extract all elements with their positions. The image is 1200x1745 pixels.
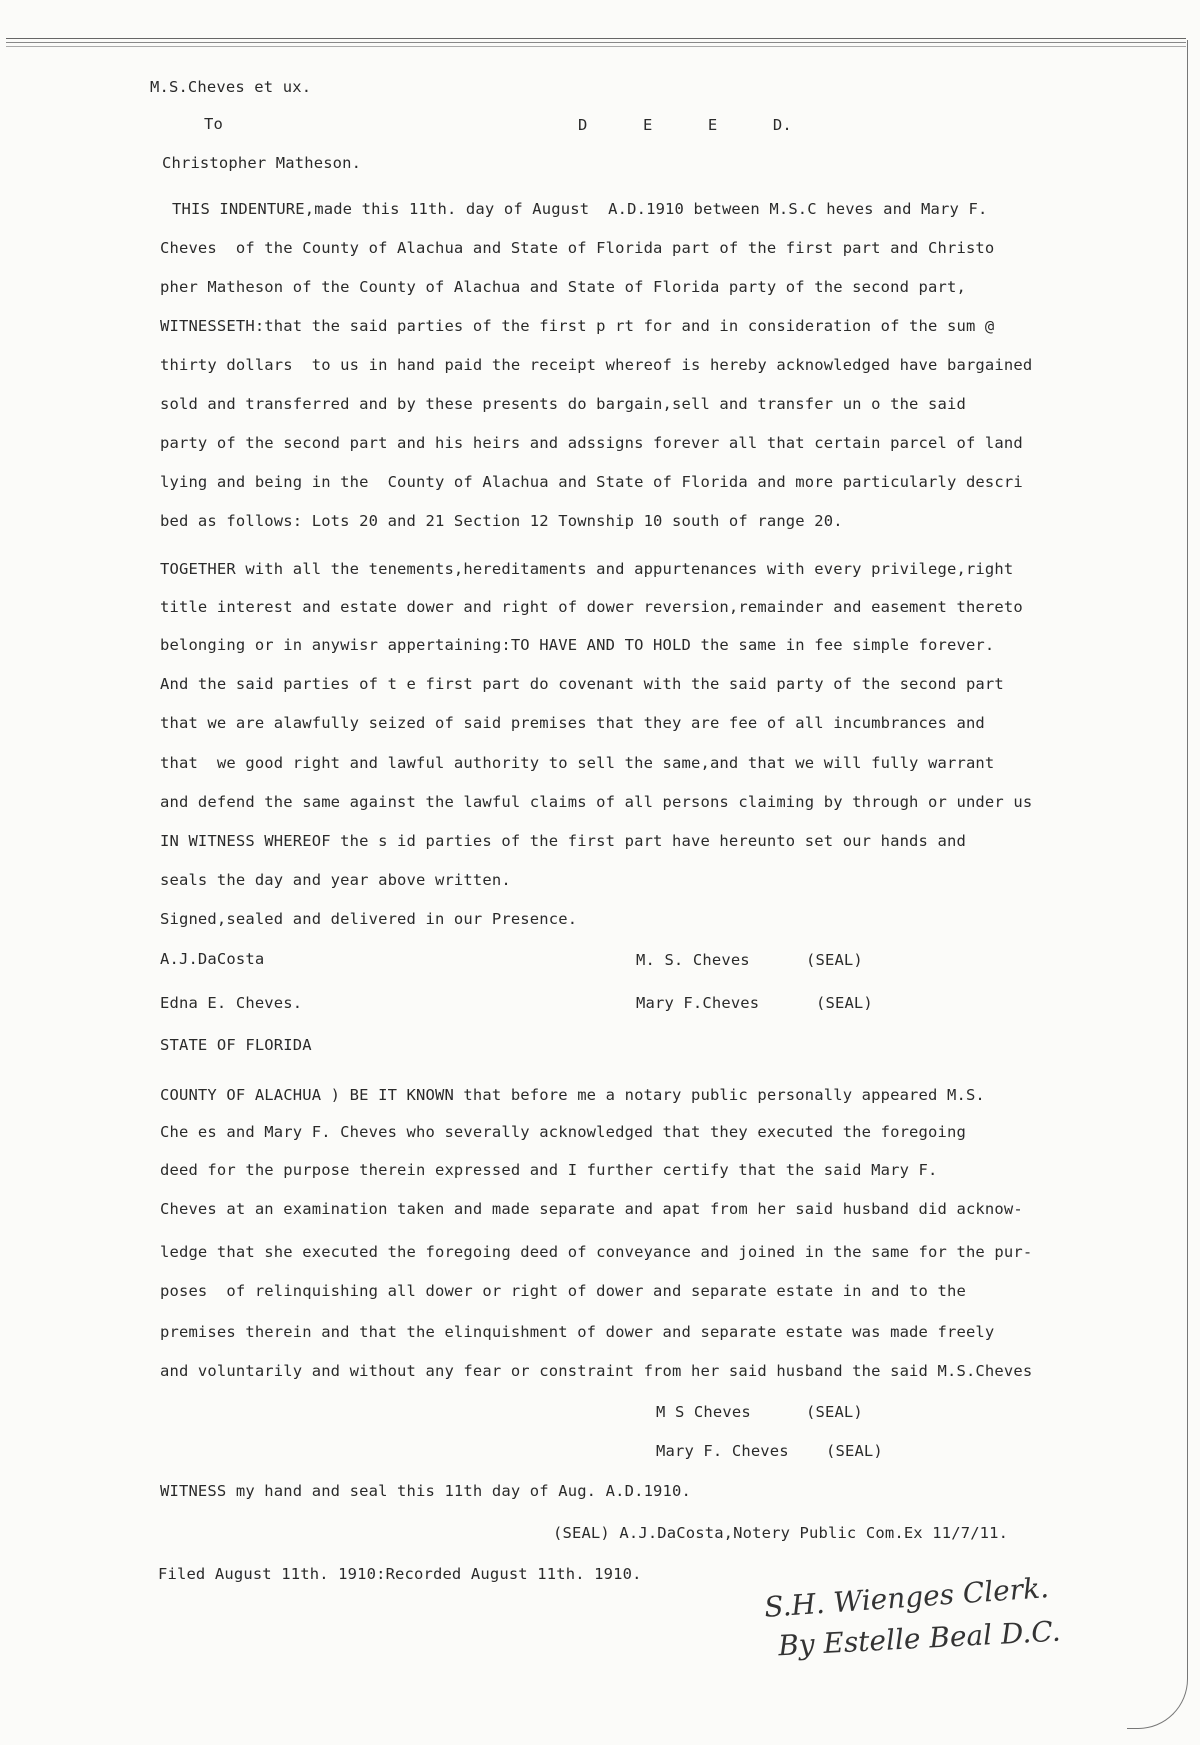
- body-line: thirty dollars to us in hand paid the receipt whereof is hereby acknowledged have bargained: [160, 356, 1033, 374]
- notary-line: (SEAL) A.J.DaCosta,Notery Public Com.Ex 11/7/11.: [553, 1524, 1009, 1542]
- body-line: Signed,sealed and delivered in our Presence.: [160, 910, 578, 928]
- ack-line: COUNTY OF ALACHUA ) BE IT KNOWN that before me a notary public personally appeared M.S.: [160, 1086, 985, 1104]
- signer-1: M. S. Cheves: [636, 951, 750, 969]
- filing-line: Filed August 11th. 1910:Recorded August 11th. 1910.: [158, 1565, 642, 1583]
- ack-line: premises therein and that the elinquishment of dower and separate estate was made freely: [160, 1323, 995, 1341]
- seal-mark: (SEAL): [806, 1403, 863, 1421]
- body-line: Cheves of the County of Alachua and State of Florida part of the first part and Christo: [160, 239, 995, 257]
- body-line: TOGETHER with all the tenements,hereditaments and appurtenances with every privilege,right: [160, 560, 1014, 578]
- ack-line: poses of relinquishing all dower or right of dower and separate estate in and to the: [160, 1282, 966, 1300]
- body-line: pher Matheson of the County of Alachua and State of Florida party of the second part,: [160, 278, 966, 296]
- signer-2: Mary F.Cheves: [636, 994, 760, 1012]
- to-label: To: [204, 115, 223, 133]
- body-line: WITNESSETH:that the said parties of the first p rt for and in consideration of the sum @: [160, 317, 995, 335]
- body-line: title interest and estate dower and right of dower reversion,remainder and easement thereto: [160, 598, 1023, 616]
- body-line: lying and being in the County of Alachua and State of Florida and more particularly descri: [160, 473, 1023, 491]
- clerk-signature: S.H. Wienges Clerk.: [763, 1571, 1050, 1624]
- ack-line: and voluntarily and without any fear or constraint from her said husband the said M.S.Cheves: [160, 1362, 1033, 1380]
- ack-signer-2: Mary F. Cheves: [656, 1442, 789, 1460]
- deed-title: D E E D.: [578, 116, 792, 134]
- body-line: party of the second part and his heirs and adssigns forever all that certain parcel of land: [160, 434, 1023, 452]
- deputy-clerk-signature: By Estelle Beal D.C.: [777, 1614, 1062, 1663]
- ack-line: deed for the purpose therein expressed and I further certify that the said Mary F.: [160, 1161, 938, 1179]
- ack-signer-1: M S Cheves: [656, 1403, 751, 1421]
- seal-mark: (SEAL): [826, 1442, 883, 1460]
- top-rule: [6, 42, 1186, 43]
- body-line: that we good right and lawful authority to sell the same,and that we will fully warrant: [160, 754, 995, 772]
- grantee-name: Christopher Matheson.: [162, 154, 362, 172]
- body-line: bed as follows: Lots 20 and 21 Section 12 Township 10 south of range 20.: [160, 512, 843, 530]
- body-line: THIS INDENTURE,made this 11th. day of August A.D.1910 between M.S.C heves and Mary F.: [172, 200, 988, 218]
- body-line: And the said parties of t e first part do covenant with the said party of the second part: [160, 675, 1004, 693]
- witness-line: WITNESS my hand and seal this 11th day of Aug. A.D.1910.: [160, 1482, 691, 1500]
- body-line: that we are alawfully seized of said premises that they are fee of all incumbrances and: [160, 714, 985, 732]
- witness-1: A.J.DaCosta: [160, 950, 265, 968]
- state-heading: STATE OF FLORIDA: [160, 1036, 312, 1054]
- top-rule: [6, 46, 1186, 47]
- body-line: belonging or in anywisr appertaining:TO HAVE AND TO HOLD the same in fee simple forever.: [160, 636, 995, 654]
- page-edge: [1127, 40, 1188, 1729]
- body-line: and defend the same against the lawful claims of all persons claiming by through or under us: [160, 793, 1033, 811]
- body-line: sold and transferred and by these presents do bargain,sell and transfer un o the said: [160, 395, 966, 413]
- seal-mark: (SEAL): [816, 994, 873, 1012]
- body-line: IN WITNESS WHEREOF the s id parties of the first part have hereunto set our hands and: [160, 832, 966, 850]
- ack-line: Che es and Mary F. Cheves who severally acknowledged that they executed the foregoing: [160, 1123, 966, 1141]
- ack-line: ledge that she executed the foregoing deed of conveyance and joined in the same for the pur-: [160, 1243, 1033, 1261]
- ack-line: Cheves at an examination taken and made separate and apat from her said husband did acknow-: [160, 1200, 1023, 1218]
- grantor-name: M.S.Cheves et ux.: [150, 78, 312, 96]
- body-line: seals the day and year above written.: [160, 871, 511, 889]
- seal-mark: (SEAL): [806, 951, 863, 969]
- top-rule: [6, 38, 1186, 39]
- witness-2: Edna E. Cheves.: [160, 994, 303, 1012]
